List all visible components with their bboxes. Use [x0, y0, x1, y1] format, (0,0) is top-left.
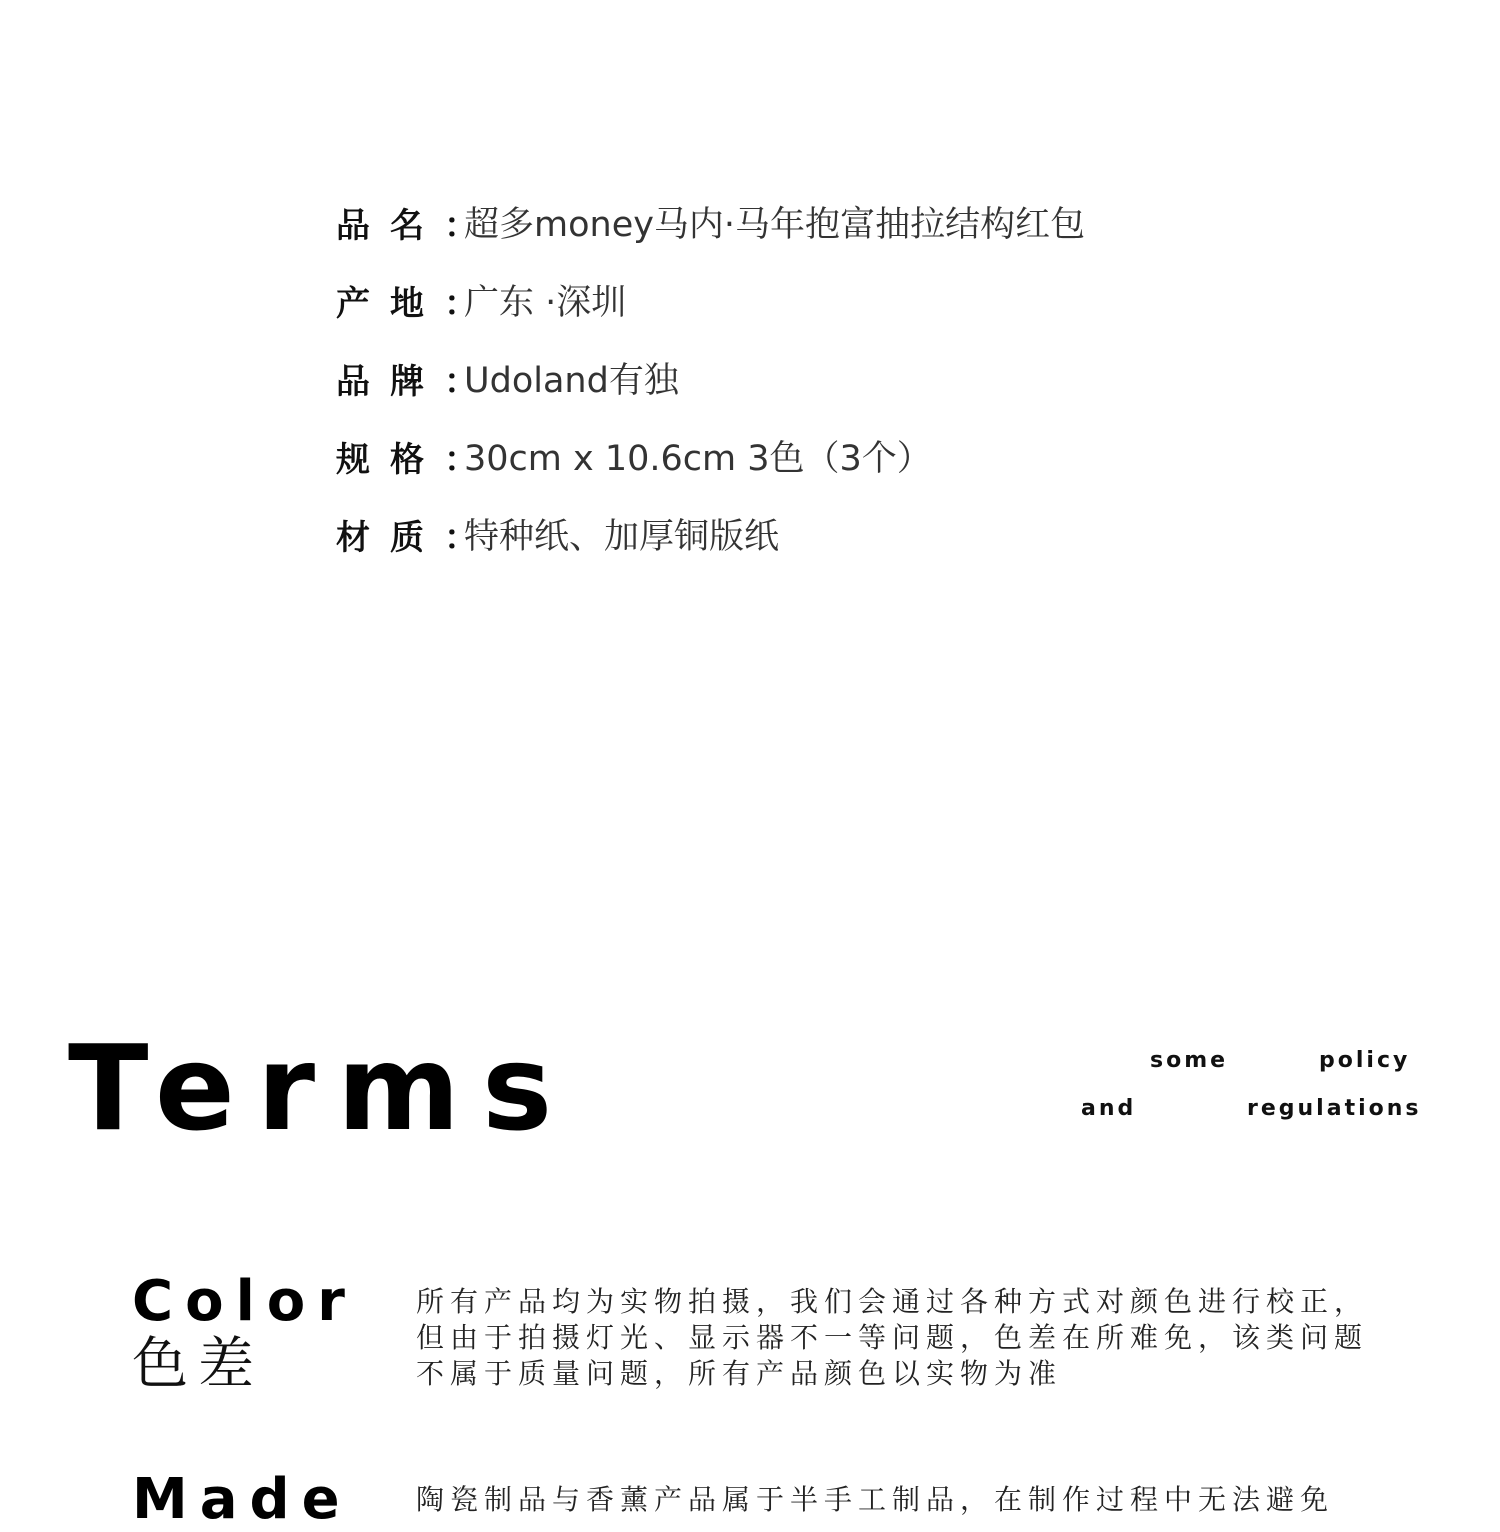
spec-label: 规格： — [336, 439, 498, 480]
product-specs — [336, 196, 1236, 586]
spec-label: 品名： — [336, 205, 498, 246]
spec-value: 广东 ·深圳 — [464, 283, 627, 323]
section-heading-en: Made — [132, 1467, 352, 1532]
subtitle-word-and: and — [1081, 1096, 1137, 1121]
section-body: 陶瓷制品与香薰产品属于半手工制品，在制作过程中无法避免 — [416, 1483, 1335, 1516]
spec-label: 材质： — [336, 517, 498, 558]
spec-label: 产地： — [336, 283, 498, 324]
spec-row-name — [336, 196, 1236, 248]
section-made — [132, 1467, 1372, 1532]
spec-value: Udoland有独 — [464, 361, 679, 401]
spec-row-brand — [336, 352, 1236, 404]
spec-row-material — [336, 508, 1236, 560]
spec-row-size — [336, 430, 1236, 482]
section-heading-en: Color — [132, 1269, 357, 1334]
section-heading-cn: 色差 — [132, 1332, 264, 1397]
spec-row-origin — [336, 274, 1236, 326]
subtitle-word-some: some — [1150, 1048, 1229, 1073]
subtitle-word-regulations: regulations — [1247, 1096, 1422, 1121]
section-body: 所有产品均为实物拍摄，我们会通过各种方式对颜色进行校正，但由于拍摄灯光、显示器不一等问题，色差在所难免，该类问题不属于质量问题，所有产品颜色以实物为准 — [416, 1285, 1369, 1390]
spec-label: 品牌： — [336, 361, 498, 402]
spec-value: 超多money马内·马年抱富抽拉结构红包 — [464, 205, 1086, 245]
subtitle-word-policy: policy — [1319, 1048, 1411, 1073]
spec-value: 30cm x 10.6cm 3色（3个） — [464, 439, 932, 479]
terms-title: Terms — [68, 1019, 575, 1157]
section-color — [132, 1269, 1372, 1402]
spec-value: 特种纸、加厚铜版纸 — [464, 517, 780, 557]
